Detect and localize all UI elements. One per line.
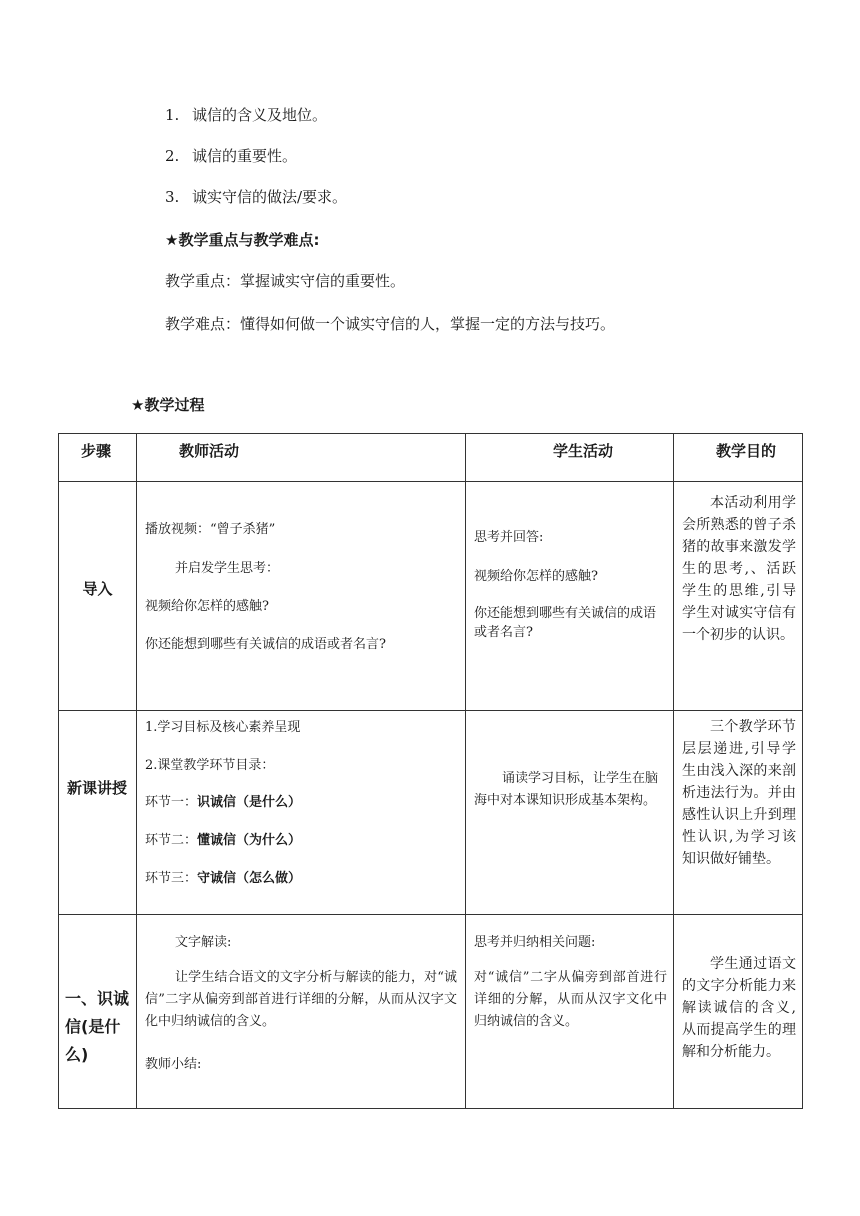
teacher-line: 并启发学生思考： (175, 561, 280, 576)
list-text: 诚实守信的做法/要求。 (192, 188, 348, 206)
teacher-line: 文字解读: (175, 935, 232, 950)
list-item (165, 144, 347, 185)
student-line: 你还能想到哪些有关诚信的成语或者名言? (474, 606, 657, 640)
teacher-line (145, 831, 301, 850)
teacher-line-bold: 识诚信（是什么） (197, 795, 302, 810)
step-name: 新课讲授 (67, 779, 128, 797)
teacher-line (145, 869, 301, 888)
student-paragraph: 对“诚信”二字从偏旁到部首进行详细的分解，从而从汉字文化中归纳诚信的含义。 (474, 970, 667, 1029)
list-item (165, 185, 347, 226)
step-name: 导入 (82, 580, 113, 598)
student-cell (466, 711, 674, 915)
teacher-paragraph: 让学生结合语文的文字分析与解读的能力，对“诚信”二字从偏旁到部首进行详细的分解，从而从汉字文化中归纳诚信的含义。 (145, 970, 457, 1029)
teacher-line: 2.课堂教学环节目录： (145, 758, 275, 773)
purpose-cell (674, 482, 803, 711)
purpose-text: 学生通过语文的文字分析能力来解读诚信的含义,从而提高学生的理解和分析能力。 (682, 956, 796, 1060)
teacher-line-prefix: 环节二： (145, 833, 198, 848)
list-number: 2. (165, 147, 180, 165)
teacher-line-prefix: 环节三： (145, 871, 198, 886)
table-row (59, 711, 803, 915)
teacher-cell (137, 711, 466, 915)
teacher-line (145, 793, 301, 812)
student-text: 诵读学习目标，让学生在脑海中对本课知识形成基本架构。 (474, 771, 659, 808)
objectives-list (165, 103, 347, 226)
student-line: 思考并回答: (474, 530, 544, 545)
purpose-text: 本活动利用学会所熟悉的曾子杀猪的故事来激发学生的思考,、活跃学生的思维,引导学生对诚实守信有一个初步的认识。 (682, 495, 796, 643)
student-cell (466, 482, 674, 711)
student-line: 思考并归纳相关问题: (474, 935, 596, 950)
list-number: 1. (165, 106, 180, 124)
step-cell (59, 482, 137, 711)
teacher-cell (137, 482, 466, 711)
key-point-text: 教学重点：掌握诚实守信的重要性。 (165, 272, 406, 290)
list-number: 3. (165, 188, 180, 206)
teacher-line: 视频给你怎样的感触? (145, 599, 269, 614)
table-header-row (59, 434, 803, 482)
header-cell (59, 434, 137, 482)
student-cell (466, 915, 674, 1109)
list-item (165, 103, 347, 144)
header-step: 步骤 (81, 442, 112, 460)
purpose-cell (674, 711, 803, 915)
step-name: 一、识诚信(是什么) (65, 989, 130, 1064)
key-points-heading: ★教学重点与教学难点: (165, 231, 320, 249)
header-cell (137, 434, 466, 482)
teacher-line-bold: 守诚信（怎么做） (197, 871, 302, 886)
table-row (59, 915, 803, 1109)
lesson-table (58, 433, 803, 1109)
teaching-process-heading: ★教学过程 (131, 396, 205, 414)
header-cell (466, 434, 674, 482)
header-purpose: 教学目的 (716, 442, 777, 460)
list-text: 诚信的含义及地位。 (192, 106, 328, 124)
teacher-line: 你还能想到哪些有关诚信的成语或者名言? (145, 637, 386, 652)
difficult-point-text: 教学难点：懂得如何做一个诚实守信的人，掌握一定的方法与技巧。 (165, 315, 616, 333)
header-student: 学生活动 (553, 442, 614, 460)
teacher-line-bold: 懂诚信（为什么） (197, 833, 302, 848)
teacher-line-prefix: 环节一： (145, 795, 198, 810)
purpose-cell (674, 915, 803, 1109)
header-cell (674, 434, 803, 482)
step-cell (59, 711, 137, 915)
header-teacher: 教师活动 (179, 442, 240, 460)
list-text: 诚信的重要性。 (192, 147, 298, 165)
teacher-line: 播放视频：“曾子杀猪” (145, 522, 276, 537)
purpose-text: 三个教学环节层层递进,引导学生由浅入深的来剖析违法行为。并由感性认识上升到理性认识,为学习该知识做好铺垫。 (682, 719, 796, 867)
step-cell (59, 915, 137, 1109)
student-line: 视频给你怎样的感触? (474, 569, 598, 584)
teacher-line: 教师小结: (145, 1057, 202, 1072)
teacher-line: 1.学习目标及核心素养呈现 (145, 720, 301, 735)
teacher-cell (137, 915, 466, 1109)
table-row (59, 482, 803, 711)
